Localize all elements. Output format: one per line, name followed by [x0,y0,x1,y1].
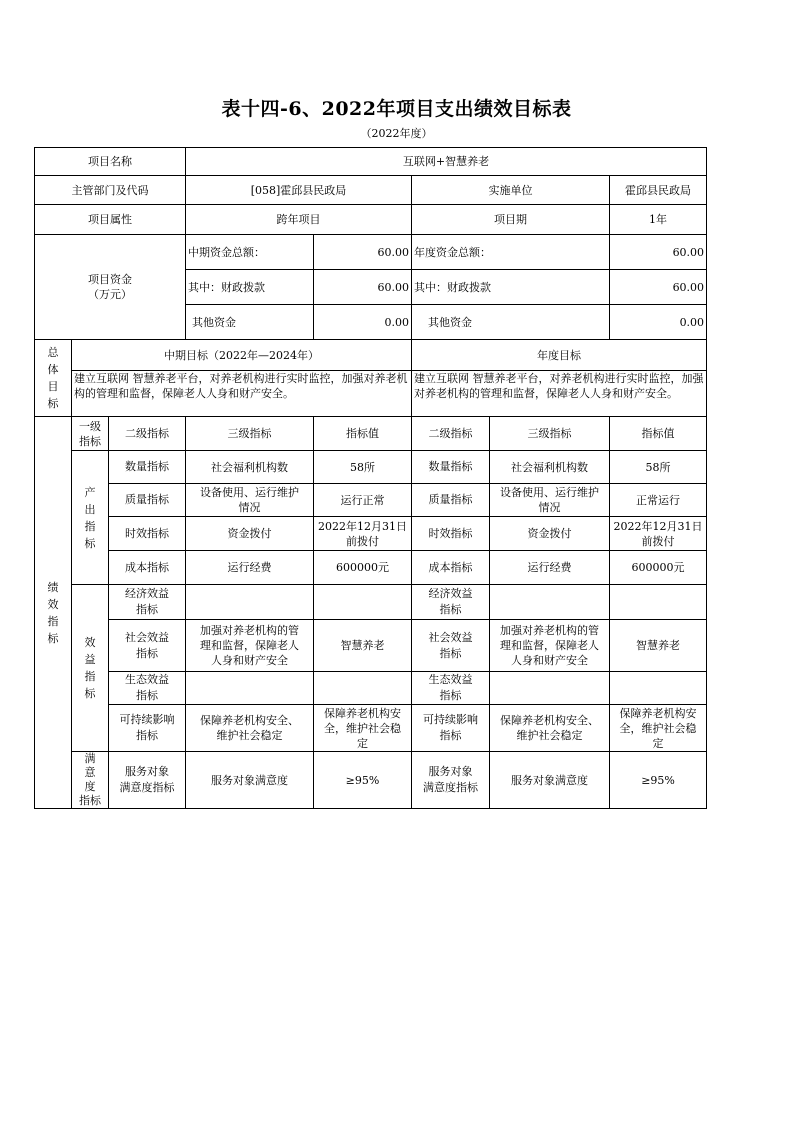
unit-value: 霍邱县民政局 [610,176,707,205]
cell-value [314,672,412,705]
header-level1: 一级 指标 [72,417,109,451]
cell-level3: 加强对养老机构的管 理和监督，保障老人 人身和财产安全 [186,620,314,672]
header-value: 指标值 [314,417,412,451]
cell-level3 [186,585,314,620]
mid-other-value: 0.00 [314,305,412,340]
dept-value: [058]霍邱县民政局 [186,176,412,205]
year-goal-header: 年度目标 [412,340,707,371]
table-row [35,484,707,517]
cell-year-level3: 设备使用、运行维护 情况 [490,484,610,517]
cell-year-value: 保障养老机构安 全，维护社会稳 定 [610,705,707,752]
unit-label: 实施单位 [412,176,610,205]
cell-level2: 社会效益 指标 [109,620,186,672]
page-title: 表十四-6、2022年项目支出绩效目标表 [221,98,572,120]
satisfaction-indicator-label: 满 意 度 指标 [72,752,109,809]
cell-level2: 可持续影响 指标 [109,705,186,752]
attr-label: 项目属性 [35,205,186,235]
cell-year-level2: 服务对象 满意度指标 [412,752,490,809]
table-row [35,585,707,620]
cell-value: 智慧养老 [314,620,412,672]
table-row [35,705,707,752]
table-row [35,752,707,809]
project-name-value: 互联网+智慧养老 [186,148,707,176]
table-row [35,672,707,705]
header-year-value: 指标值 [610,417,707,451]
cell-level3 [186,672,314,705]
table-row [35,620,707,672]
cell-year-level2: 生态效益 指标 [412,672,490,705]
period-value: 1年 [610,205,707,235]
header-year-level2: 二级指标 [412,417,490,451]
cell-level2: 数量指标 [109,451,186,484]
header-year-level3: 三级指标 [490,417,610,451]
year-other-value: 0.00 [610,305,707,340]
cell-year-level2: 质量指标 [412,484,490,517]
cell-year-level3: 社会福利机构数 [490,451,610,484]
cell-value: 600000元 [314,551,412,585]
project-name-label: 项目名称 [35,148,186,176]
cell-year-level3: 资金拨付 [490,517,610,551]
cell-level3: 保障养老机构安全、 维护社会稳定 [186,705,314,752]
cell-level3: 设备使用、运行维护 情况 [186,484,314,517]
page-subtitle: （2022年度） [360,127,433,140]
mid-fiscal-label: 其中：财政拨款 [186,270,314,305]
cell-level2: 质量指标 [109,484,186,517]
year-fiscal-label: 其中：财政拨款 [412,270,610,305]
cell-level2: 成本指标 [109,551,186,585]
year-other-label: 其他资金 [412,305,610,340]
cell-value: ≥95% [314,752,412,809]
cell-year-level3: 加强对养老机构的管 理和监督，保障老人 人身和财产安全 [490,620,610,672]
cell-year-level2: 数量指标 [412,451,490,484]
mid-total-value: 60.00 [314,235,412,270]
cell-level2: 服务对象 满意度指标 [109,752,186,809]
cell-year-value: 600000元 [610,551,707,585]
cell-level2: 生态效益 指标 [109,672,186,705]
cell-year-value: 58所 [610,451,707,484]
cell-level3: 资金拨付 [186,517,314,551]
mid-goal-header: 中期目标（2022年—2024年） [72,340,412,371]
performance-indicator-label: 绩 效 指 标 [35,417,72,809]
cell-year-level2: 可持续影响 指标 [412,705,490,752]
cell-level2: 经济效益 指标 [109,585,186,620]
year-goal-text: 建立互联网 智慧养老平台，对养老机构进行实时监控，加强对养老机构的管理和监督，保障老人人身和财产安全。 [412,371,707,417]
cell-year-value [610,672,707,705]
cell-year-level2: 时效指标 [412,517,490,551]
benefit-indicator-label: 效 益 指 标 [72,585,109,752]
funds-label-line1: 项目资金 [88,273,132,286]
dept-label: 主管部门及代码 [35,176,186,205]
performance-target-table [34,147,707,809]
year-total-label: 年度资金总额： [412,235,610,270]
header-level3: 三级指标 [186,417,314,451]
cell-level3: 服务对象满意度 [186,752,314,809]
header-level2: 二级指标 [109,417,186,451]
cell-year-level3 [490,585,610,620]
cell-value: 运行正常 [314,484,412,517]
cell-value: 2022年12月31日 前拨付 [314,517,412,551]
cell-level3: 运行经费 [186,551,314,585]
cell-year-value: ≥95% [610,752,707,809]
cell-year-value: 2022年12月31日 前拨付 [610,517,707,551]
cell-year-level3: 运行经费 [490,551,610,585]
cell-year-value: 智慧养老 [610,620,707,672]
year-fiscal-value: 60.00 [610,270,707,305]
cell-year-level3: 服务对象满意度 [490,752,610,809]
cell-year-level2: 成本指标 [412,551,490,585]
table-row [35,551,707,585]
cell-value: 58所 [314,451,412,484]
funds-label [35,235,186,340]
mid-fiscal-value: 60.00 [314,270,412,305]
cell-value [314,585,412,620]
cell-level2: 时效指标 [109,517,186,551]
cell-year-level3 [490,672,610,705]
cell-level3: 社会福利机构数 [186,451,314,484]
cell-value: 保障养老机构安 全，维护社会稳 定 [314,705,412,752]
cell-year-level2: 经济效益 指标 [412,585,490,620]
cell-year-level3: 保障养老机构安全、 维护社会稳定 [490,705,610,752]
cell-year-level2: 社会效益 指标 [412,620,490,672]
table-row [35,517,707,551]
attr-value: 跨年项目 [186,205,412,235]
overall-goal-label: 总 体 目 标 [35,340,72,417]
year-total-value: 60.00 [610,235,707,270]
output-indicator-label: 产 出 指 标 [72,451,109,585]
funds-label-line2: （万元） [88,288,132,301]
period-label: 项目期 [412,205,610,235]
cell-year-value [610,585,707,620]
cell-year-value: 正常运行 [610,484,707,517]
mid-total-label: 中期资金总额： [186,235,314,270]
mid-goal-text: 建立互联网 智慧养老平台，对养老机构进行实时监控，加强对养老机构的管理和监督，保障老人人身和财产安全。 [72,371,412,417]
table-row [35,451,707,484]
mid-other-label: 其他资金 [186,305,314,340]
